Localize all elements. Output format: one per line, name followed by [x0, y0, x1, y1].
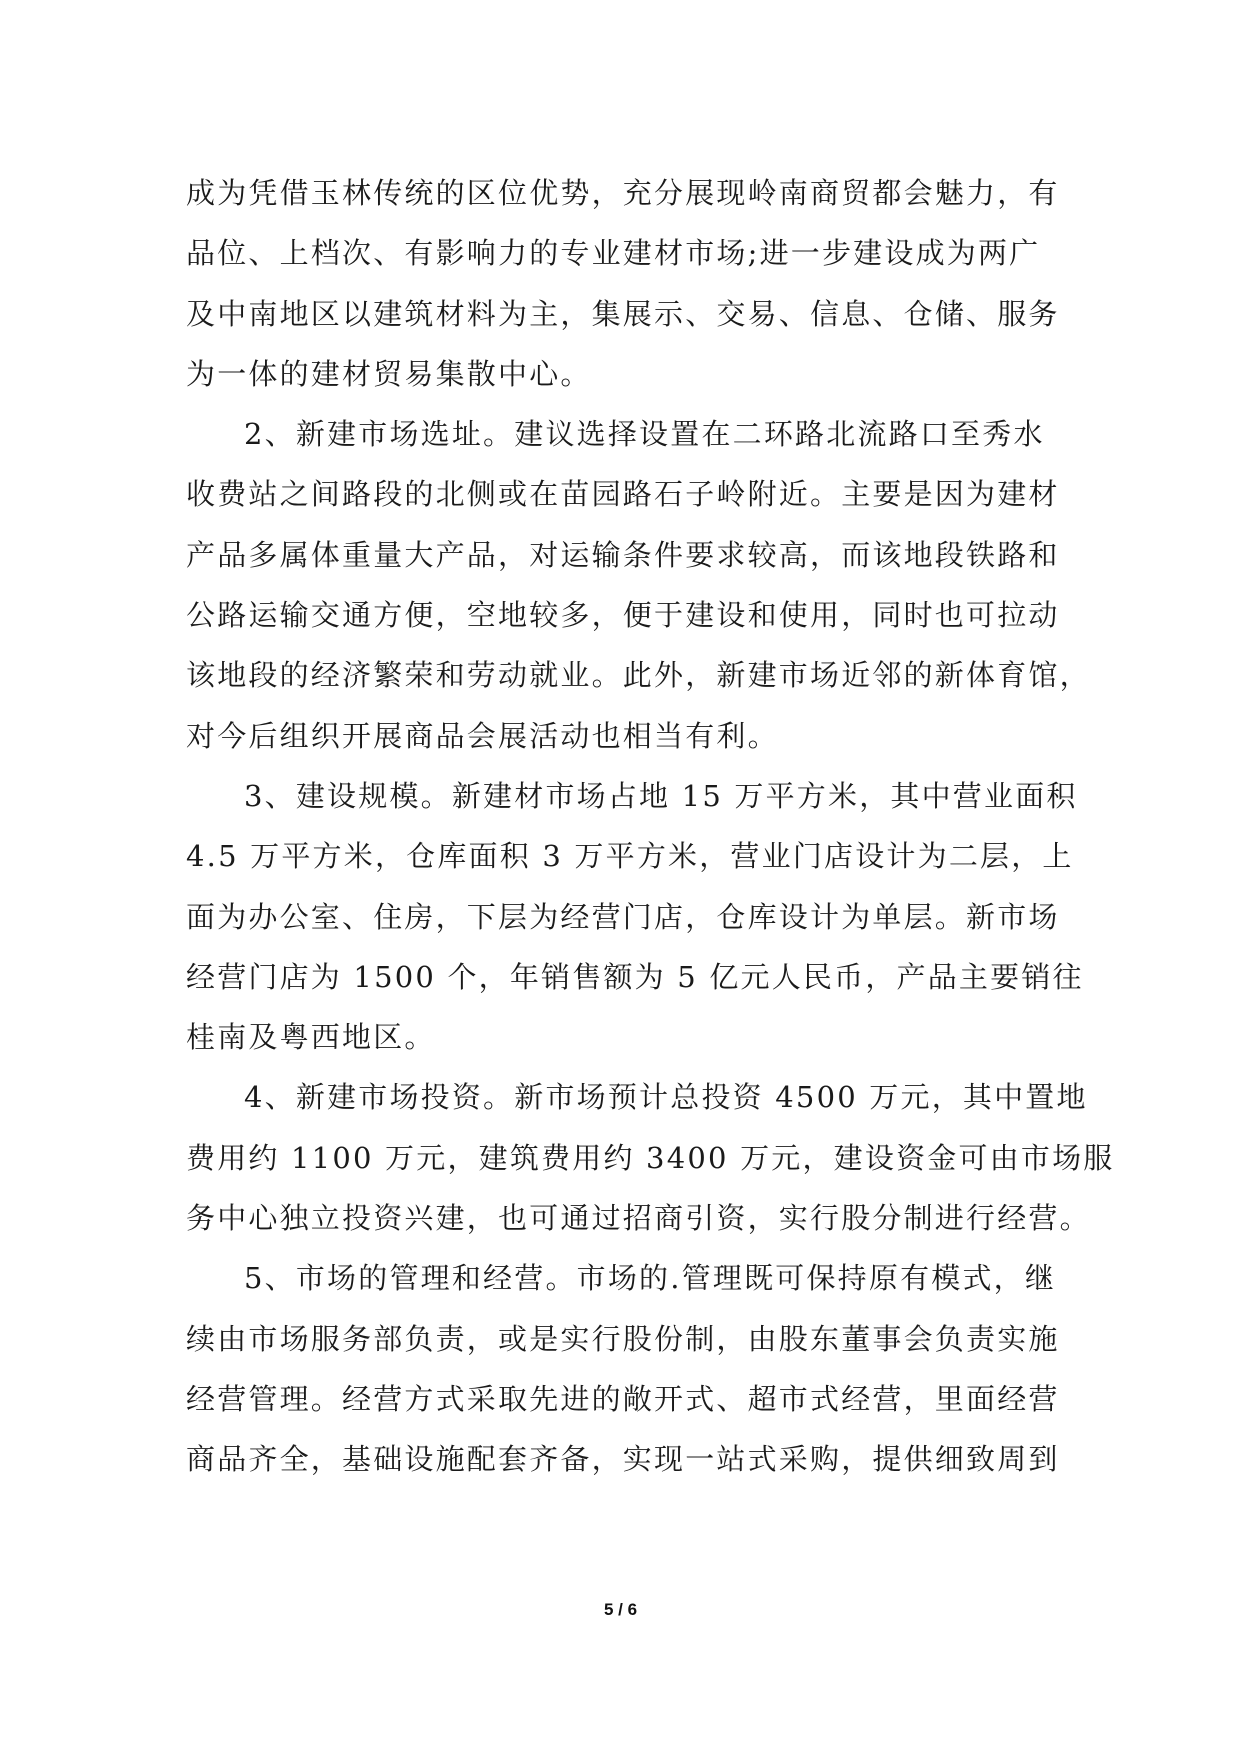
paragraph-2-market-site — [186, 404, 1091, 766]
text-line: 3、建设规模。新建材市场占地 15 万平方米，其中营业面积 — [244, 778, 1078, 813]
paragraph-4-investment — [186, 1067, 1115, 1248]
paragraph-1 — [186, 163, 1060, 404]
paragraph-5-management — [186, 1248, 1060, 1489]
text-line: 4、新建市场投资。新市场预计总投资 4500 万元，其中置地 — [244, 1080, 1088, 1115]
text-line: 成为凭借玉林传统的区位优势，充分展现岭南商贸都会魅力，有 — [186, 176, 1060, 210]
document-body — [186, 163, 1115, 1490]
text-line: 4.5 万平方米，仓库面积 3 万平方米，营业门店设计为二层，上 — [186, 839, 1074, 874]
text-line: 该地段的经济繁荣和劳动就业。此外，新建市场近邻的新体育馆， — [186, 658, 1091, 693]
text-line: 收费站之间路段的北侧或在苗园路石子岭附近。主要是因为建材 — [186, 477, 1060, 512]
text-line: 费用约 1100 万元，建筑费用约 3400 万元，建设资金可由市场服 — [186, 1140, 1115, 1175]
page-number: 5 / 6 — [603, 1600, 638, 1619]
text-line: 对今后组织开展商品会展活动也相当有利。 — [186, 718, 779, 753]
text-line: 品位、上档次、有影响力的专业建材市场;进一步建设成为两广 — [186, 236, 1041, 271]
paragraph-3-scale — [186, 766, 1084, 1067]
text-line: 产品多属体重量大产品，对运输条件要求较高，而该地段铁路和 — [186, 537, 1060, 572]
text-line: 2、新建市场选址。建议选择设置在二环路北流路口至秀水 — [244, 417, 1045, 452]
text-line: 商品齐全，基础设施配套齐备，实现一站式采购，提供细致周到 — [186, 1442, 1060, 1477]
text-line: 公路运输交通方便，空地较多，便于建设和使用，同时也可拉动 — [186, 598, 1060, 633]
text-line: 及中南地区以建筑材料为主，集展示、交易、信息、仓储、服务 — [186, 296, 1060, 331]
text-line: 经营门店为 1500 个，年销售额为 5 亿元人民币，产品主要销往 — [186, 959, 1084, 994]
text-line: 经营管理。经营方式采取先进的敞开式、超市式经营，里面经营 — [186, 1381, 1060, 1416]
text-line: 务中心独立投资兴建，也可通过招商引资，实行股分制进行经营。 — [186, 1201, 1091, 1236]
text-line: 5、市场的管理和经营。市场的.管理既可保持原有模式，继 — [244, 1261, 1057, 1296]
text-line: 为一体的建材贸易集散中心。 — [186, 356, 592, 391]
text-line: 面为办公室、住房，下层为经营门店，仓库设计为单层。新市场 — [186, 899, 1060, 934]
text-line: 桂南及粤西地区。 — [186, 1020, 436, 1055]
text-line: 续由市场服务部负责，或是实行股份制，由股东董事会负责实施 — [186, 1321, 1060, 1356]
